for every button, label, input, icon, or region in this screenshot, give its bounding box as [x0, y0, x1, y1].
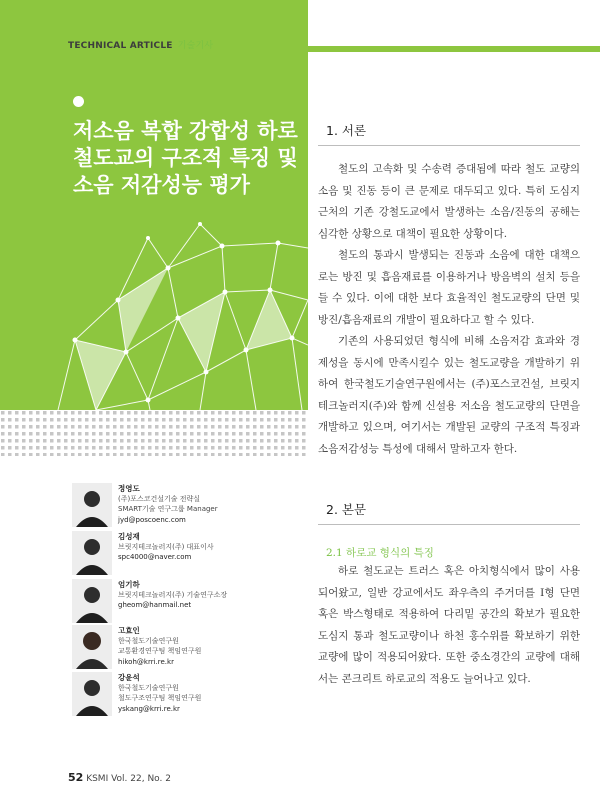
author-photo — [72, 531, 112, 575]
paragraph: 기존의 사용되었던 형식에 비해 소음저감 효과와 경제성을 동시에 만족시킬수 있는 철도교량을 개발하기 위하여 한국철도기술연구원에서는 (주)포스코건설, 브릿지테크놀러지(주)와 함께 신설용 저소음 철도교량의 단면을 개발하고 있으며, 여기서는 개발된 교량의 구조적 특징과 소음저감성능 특성에 대해서 말하고자 한다. — [318, 335, 580, 455]
author-name: 김성재 — [118, 532, 140, 541]
author-org: 브릿지테크놀러지(주) 기술연구소장 — [118, 591, 228, 600]
geodesic-sphere-graphic — [0, 0, 308, 410]
page-number: 52 — [68, 771, 84, 784]
author-dept: 철도구조연구팀 책임연구원 — [118, 694, 202, 703]
author-dept: 교통환경연구팀 책임연구원 — [118, 647, 202, 656]
author-card — [72, 625, 312, 671]
paragraph: 하로 철도교는 트러스 혹은 아치형식에서 많이 사용되어왔고, 일반 강교에서도 좌우측의 주거더를 I형 단면 혹은 박스형태로 적용하여 다리밑 공간의 확보가 필요한 도심지 통과 철도교량이나 하천 홍수위를 확보하기 위한 교량에 많이 적용되어왔다. 또한 중소경간의 교량에 대해서는 콘크리트 하로교의 적용도 늘어나고 있다. — [318, 565, 580, 685]
author-org: (주)포스코건설기술 전략실 — [118, 495, 201, 504]
section-heading-intro: 1. 서론 — [326, 123, 367, 138]
author-info — [118, 673, 201, 714]
author-card — [72, 672, 312, 718]
author-card — [72, 483, 312, 529]
author-info — [118, 484, 218, 525]
author-photo — [72, 672, 112, 716]
article-title — [73, 118, 298, 199]
author-photo — [72, 483, 112, 527]
author-org: 한국철도기술연구원 — [118, 684, 179, 693]
author-email: spc4000@naver.com — [118, 553, 192, 562]
accent-strip — [308, 46, 600, 52]
author-name: 엄기하 — [118, 580, 140, 589]
paragraph: 철도의 고속화 및 수송력 증대됨에 따라 철도 교량의 소음 및 진동 등이 큰 문제로 대두되고 있다. 특히 도심지 근처의 기존 강철도교에서 발생하는 소음/진동의 공해는 심각한 상황으로 대책이 필요한 상황이다. — [318, 163, 580, 240]
title-line: 철도교의 구조적 특징 및 — [73, 146, 298, 170]
author-org: 한국철도기술연구원 — [118, 637, 179, 646]
category-label-en: TECHNICAL ARTICLE — [68, 41, 173, 51]
page-footer — [68, 771, 171, 784]
title-bullet-icon — [73, 96, 84, 107]
author-card — [72, 579, 312, 625]
author-name: 고효인 — [118, 626, 140, 635]
author-info — [118, 580, 227, 611]
journal-issue: KSMI Vol. 22, No. 2 — [86, 774, 171, 784]
subsection-heading: 2.1 하로교 형식의 특징 — [326, 547, 434, 559]
author-card — [72, 531, 312, 577]
author-photo — [72, 625, 112, 669]
title-panel — [0, 0, 308, 410]
author-photo — [72, 579, 112, 623]
intro-body — [318, 159, 580, 460]
author-dept: SMART기술 연구그룹 Manager — [118, 505, 218, 514]
author-name: 정영도 — [118, 484, 140, 493]
section-heading-body: 2. 본문 — [326, 502, 367, 517]
author-info — [118, 626, 201, 667]
paragraph: 철도의 통과시 발생되는 진동과 소음에 대한 대책으로는 방진 및 흡음재료를 이용하거나 방음벽의 설치 등을 들 수 있다. 이에 대한 보다 효율적인 철도교량의 단면 및 방진/흡음재료의 개발이 필요하다고 할 수 있다. — [318, 249, 580, 326]
dot-pattern-band — [0, 410, 308, 456]
author-email: hikoh@krri.re.kr — [118, 657, 174, 666]
section-rule — [318, 145, 580, 146]
author-email: gheom@hanmail.net — [118, 601, 192, 610]
article-category — [68, 38, 213, 51]
author-name: 강윤석 — [118, 673, 140, 682]
author-info — [118, 532, 214, 563]
title-line: 저소음 복합 강합성 하로 — [73, 119, 298, 143]
title-line: 소음 저감성능 평가 — [73, 173, 250, 197]
author-email: jyd@poscoenc.com — [118, 515, 186, 524]
category-label-ko: 기술기사 — [177, 41, 214, 51]
section-rule — [318, 524, 580, 525]
body-text — [318, 561, 580, 690]
author-org: 브릿지테크놀러지(주) 대표이사 — [118, 543, 214, 552]
author-email: yskang@krri.re.kr — [118, 704, 180, 713]
